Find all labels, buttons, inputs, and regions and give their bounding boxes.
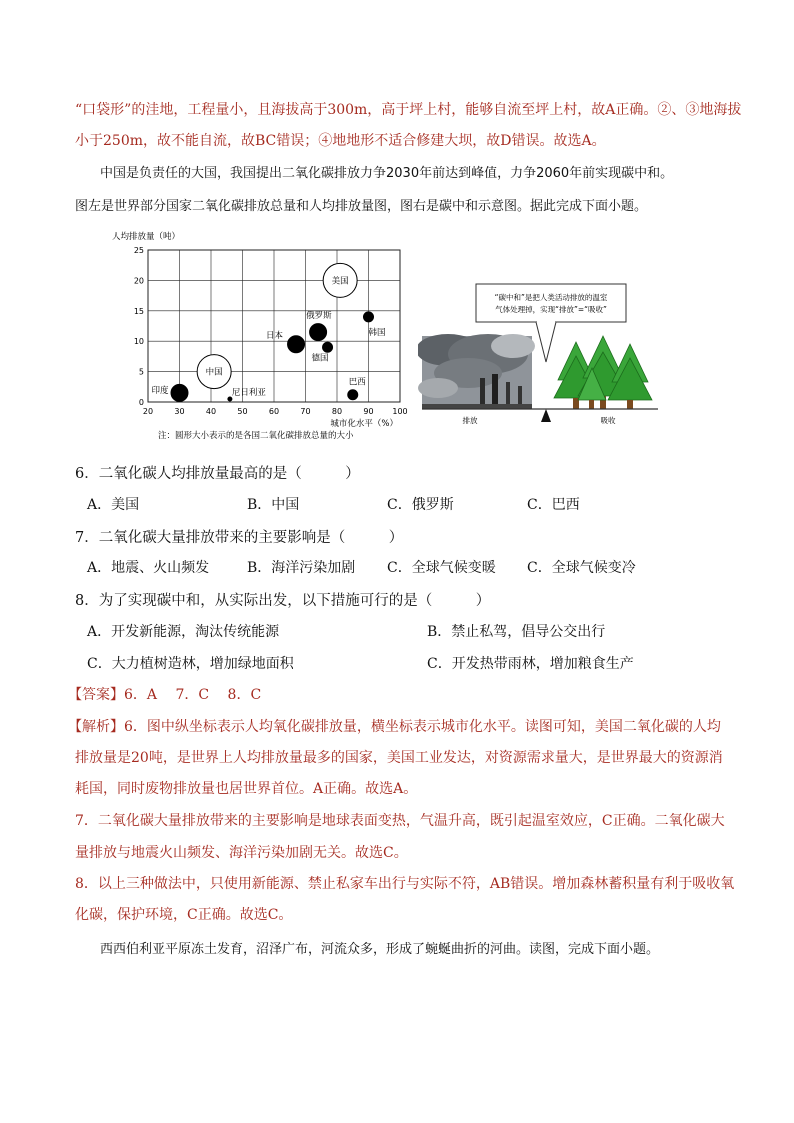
x-tick-label: 80 [331,407,343,416]
question-6-option-d[interactable]: C．巴西 [527,497,580,513]
x-axis-label: 城市化水平（%） [330,419,398,429]
y-tick-label: 10 [133,337,144,347]
data-point [310,324,327,341]
x-tick-label: 90 [363,407,374,416]
y-tick-label: 15 [133,306,144,316]
prev-analysis-line-1: “口袋形”的洼地，工程量小，且海拔高于300m，高于坪上村，能够自流至坪上村，故A正确。②、③地海拔 [75,102,742,118]
question-stem-line-1: 中国是负责任的大国，我国提出二氧化碳排放力争2030年前达到峰值，力争2060年前实现碳中和。 [100,166,674,181]
data-point [171,384,188,401]
point-label: 俄罗斯 [306,311,332,322]
trees-illustration [554,336,652,409]
x-tick-label: 60 [268,407,280,416]
point-label: 中国 [205,367,223,378]
question-7-option-c[interactable]: C．全球气候变暖 [387,560,496,576]
question-8-option-b[interactable]: B．禁止私驾，倡导公交出行 [427,624,606,640]
x-tick-label: 50 [237,407,248,416]
answer-label: 【答案】 [68,687,124,703]
chart-note: 注：圆形大小表示的是各国二氧化碳排放总量的大小 [158,431,354,441]
data-point [364,312,374,322]
x-tick-label: 20 [142,407,154,416]
question-8-option-a[interactable]: A．开发新能源，淘汰传统能源 [87,624,280,640]
y-tick-label: 5 [138,367,144,377]
analysis-line-6: 8．以上三种做法中，只使用新能源、禁止私家车出行与实际不符，AB错误。增加森林蓄积量有利于吸收氧 [75,876,735,892]
point-label: 印度 [151,385,169,396]
answer-text: 6．A 7．C 8．C [124,687,262,703]
smoke-emission-photo [418,334,535,409]
y-tick-label: 25 [133,246,144,255]
question-6-option-c[interactable]: C．俄罗斯 [387,497,454,513]
answer-line [68,685,261,705]
bubble-text-2: 气体处理掉，实现“排放”=“吸收” [495,305,607,314]
y-axis-label: 人均排放量（吨） [112,232,181,242]
question-7-stem: 7．二氧化碳大量排放带来的主要影响是（ ） [75,530,404,546]
emission-label: 排放 [462,416,478,425]
point-label: 巴西 [348,377,366,388]
analysis-line-3: 耗国，同时废物排放量也居世界首位。A正确。故选A。 [75,781,418,797]
question-8-option-c[interactable]: C．大力植树造林，增加绿地面积 [87,656,294,672]
analysis-line-7: 化碳，保护环境，C正确。故选C。 [75,907,293,923]
data-point [288,336,305,353]
point-label: 尼日利亚 [231,387,266,398]
question-8-stem: 8．为了实现碳中和，从实际出发，以下措施可行的是（ ） [75,593,491,609]
emission-scatter-chart [110,225,420,450]
speech-bubble-tail [536,322,556,362]
analysis-line-1 [68,717,721,737]
analysis-label: 【解析】 [68,719,124,735]
analysis-line-2: 排放量是20吨，是世界上人均排放量最多的国家，美国工业发达，对资源需求量大，是世界最大的资源消 [75,750,723,766]
question-6-stem: 6．二氧化碳人均排放量最高的是（ ） [75,466,360,482]
speech-bubble [476,284,626,322]
x-tick-label: 70 [300,407,311,416]
bubble-text-1: “碳中和”是把人类活动排放的温室 [494,293,608,302]
x-tick-label: 40 [205,407,217,416]
analysis-line-5: 量排放与地震火山频发、海洋污染加剧无关。故选C。 [75,845,408,861]
data-point [348,390,358,400]
point-label: 美国 [331,276,349,287]
question-7-option-a[interactable]: A．地震、火山频发 [87,560,210,576]
question-stem-line-2: 图左是世界部分国家二氧化碳排放总量和人均排放量图，图右是碳中和示意图。据此完成下面小题。 [75,199,648,214]
question-6-option-b[interactable]: B．中国 [247,497,300,513]
analysis-text-1: 6．图中纵坐标表示人均氧化碳排放量，横坐标表示城市化水平。读图可知，美国二氧化碳的人均 [124,719,721,735]
question-7-option-d[interactable]: C．全球气候变冷 [527,560,636,576]
point-label: 德国 [311,353,329,364]
question-6-option-a[interactable]: A．美国 [87,497,140,513]
prev-analysis-line-2: 小于250m，故不能自流，故BC错误；④地地形不适合修建大坝，故D错误。故选A。 [75,133,606,149]
balance-fulcrum [541,409,551,422]
y-tick-label: 20 [133,276,144,286]
carbon-neutral-figure [418,278,698,430]
analysis-line-4: 7．二氧化碳大量排放带来的主要影响是地球表面变热，气温升高，既引起温室效应，C正确。二氧化碳大 [75,813,725,829]
x-tick-label: 30 [174,407,185,416]
point-label: 日本 [266,331,284,342]
point-label: 韩国 [368,327,386,338]
question-8-option-d[interactable]: C．开发热带雨林，增加粮食生产 [427,656,634,672]
next-question-stem: 西西伯利亚平原冻土发育，沼泽广布，河流众多，形成了蜿蜒曲折的河曲。读图，完成下面小题。 [100,942,660,957]
absorption-label: 吸收 [600,416,616,425]
question-7-option-b[interactable]: B．海洋污染加剧 [247,560,356,576]
data-point [323,342,333,352]
y-tick-label: 0 [138,398,144,407]
x-tick-label: 100 [392,407,408,416]
